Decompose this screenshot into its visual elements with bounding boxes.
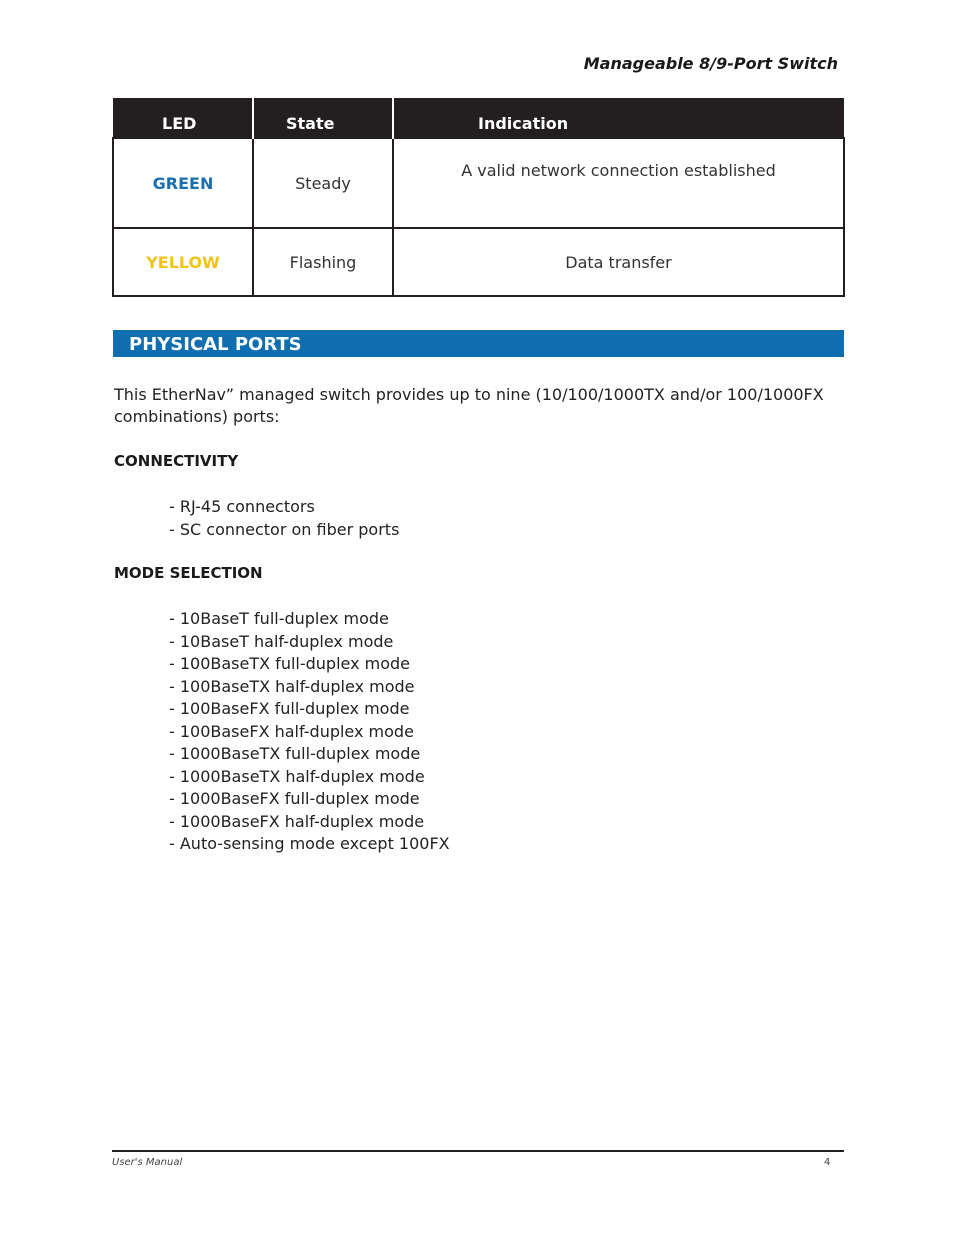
indication-cell: A valid network connection established [393, 138, 844, 228]
connectivity-list [169, 496, 399, 541]
list-item: - 100BaseFX half-duplex mode [169, 721, 414, 741]
connectivity-heading: CONNECTIVITY [114, 452, 239, 470]
page-number: 4 [824, 1157, 831, 1168]
list-item: - 100BaseTX full-duplex mode [169, 654, 411, 673]
table-row [113, 138, 844, 228]
list-item: - RJ-45 connectors [169, 497, 315, 516]
list-item: - 1000BaseTX half-duplex mode [169, 766, 425, 786]
table-row [113, 228, 844, 296]
list-item: - Auto-sensing mode except 100FX [169, 834, 450, 853]
indication-cell: Data transfer [393, 228, 844, 296]
led-color-cell: YELLOW [113, 228, 253, 296]
list-item: - 100BaseTX half-duplex mode [169, 676, 415, 696]
header-state: State [253, 98, 393, 138]
footer-manual-label: User's Manual [112, 1157, 183, 1168]
intro-paragraph: This EtherNav” managed switch provides up to nine (10/100/1000TX and/or 100/1000FX combinations) ports: [114, 385, 824, 426]
list-item: - 1000BaseFX half-duplex mode [169, 811, 425, 831]
running-title: Manageable 8/9-Port Switch [583, 54, 838, 73]
led-table-header-row [113, 98, 844, 138]
state-cell: Steady [253, 138, 393, 228]
footer-divider [112, 1150, 844, 1152]
led-table [112, 98, 845, 297]
list-item: - 10BaseT full-duplex mode [169, 609, 389, 628]
mode-selection-heading: MODE SELECTION [114, 564, 263, 582]
header-indication: Indication [393, 98, 844, 138]
led-color-cell: GREEN [113, 138, 253, 228]
list-item: - 10BaseT half-duplex mode [169, 631, 394, 651]
state-cell: Flashing [253, 228, 393, 296]
mode-selection-list [169, 608, 450, 856]
list-item: - 100BaseFX full-duplex mode [169, 699, 410, 718]
list-item: - SC connector on fiber ports [169, 519, 400, 539]
header-led: LED [113, 98, 253, 138]
list-item: - 1000BaseTX full-duplex mode [169, 744, 421, 763]
list-item: - 1000BaseFX full-duplex mode [169, 789, 420, 808]
section-title-bar: PHYSICAL PORTS [113, 330, 844, 357]
